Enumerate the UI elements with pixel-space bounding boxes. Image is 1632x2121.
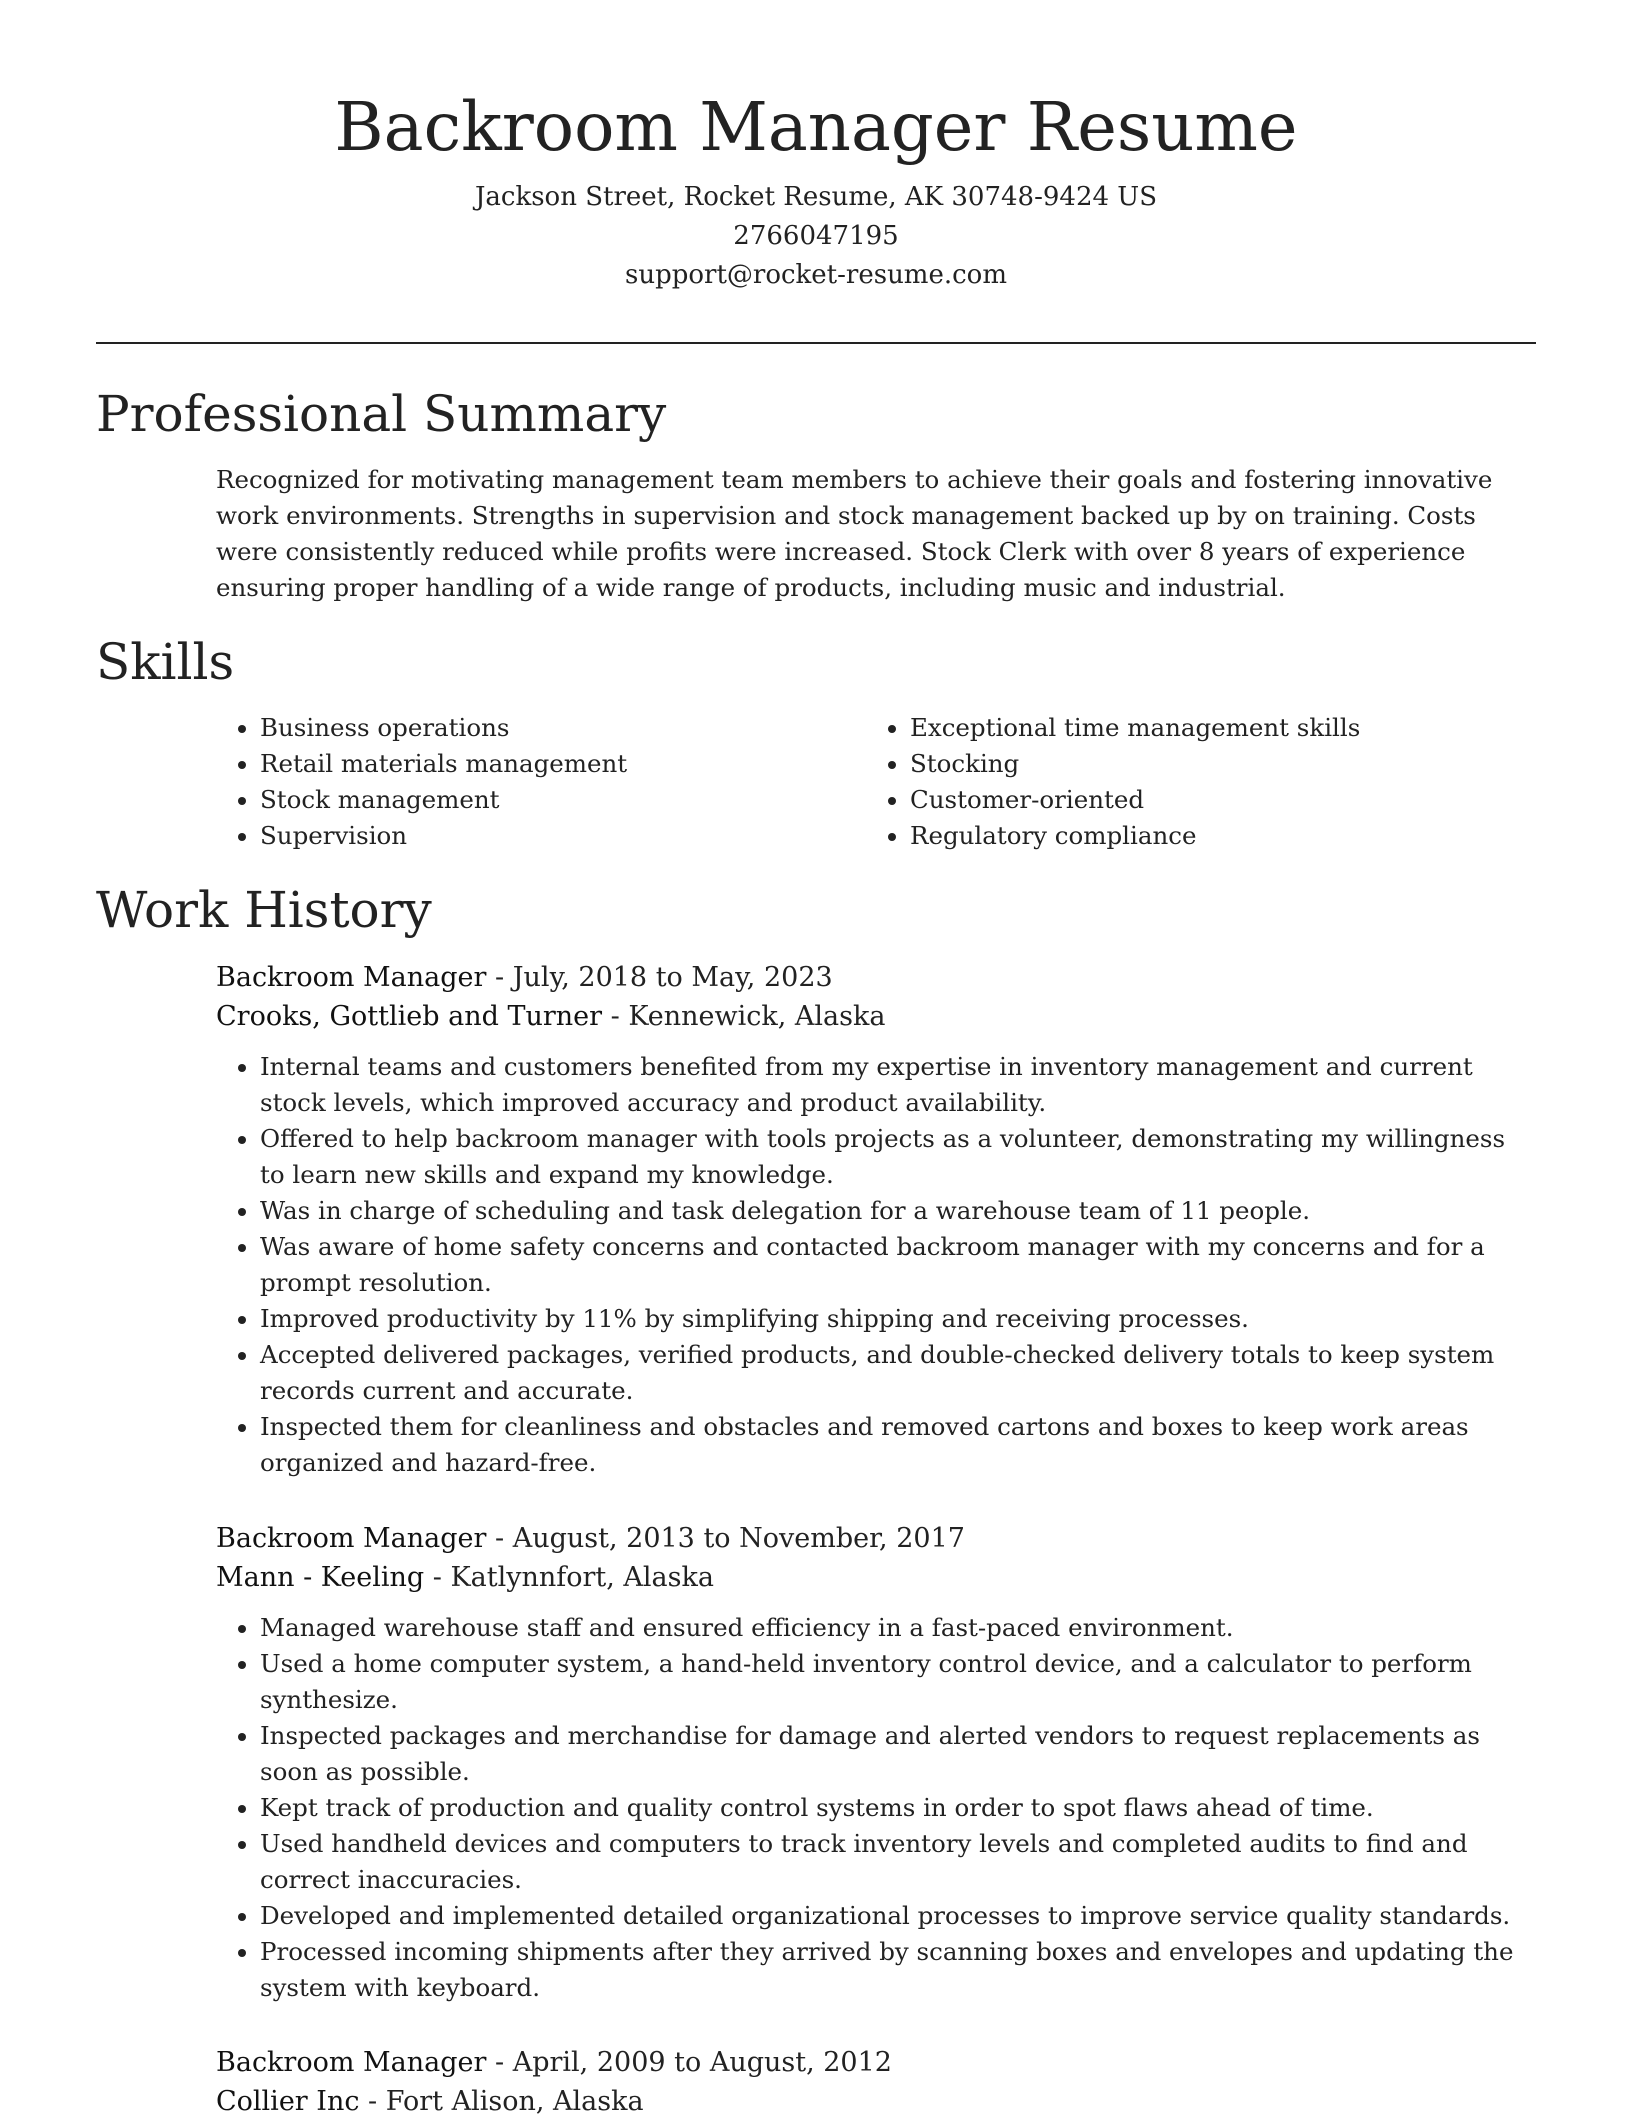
- skills-list-left: [216, 710, 860, 854]
- job-title: Backroom Manager: [216, 1523, 487, 1554]
- skill-item: • Exceptional time management skills: [910, 710, 1570, 746]
- job-title-line: [216, 958, 1534, 997]
- job-dates: April, 2009 to August, 2012: [512, 2047, 892, 2078]
- duty-item: • Was in charge of scheduling and task delegation for a warehouse team of 11 people.: [260, 1193, 1534, 1229]
- duty-item: • Used handheld devices and computers to track inventory levels and completed audits to find and correct inaccuracies.: [260, 1826, 1534, 1898]
- skills-heading: Skills: [96, 633, 235, 691]
- job-title: Backroom Manager: [216, 2047, 487, 2078]
- skill-item: • Supervision: [260, 818, 860, 854]
- separator: -: [486, 2047, 513, 2078]
- duty-item: • Managed warehouse staff and ensured efficiency in a fast-paced environment.: [260, 1610, 1534, 1646]
- summary-heading: Professional Summary: [96, 385, 667, 443]
- resume-header: [96, 82, 1536, 295]
- skills-list-right: [866, 710, 1570, 854]
- job-company: Crooks, Gottlieb and Turner: [216, 1001, 603, 1032]
- job-duties-list: [216, 1049, 1534, 1481]
- job-location: Katlynnfort, Alaska: [450, 1562, 714, 1593]
- work-history-heading: Work History: [96, 881, 432, 939]
- job-company-line: [216, 2082, 1534, 2121]
- job-location: Fort Alison, Alaska: [385, 2086, 644, 2117]
- duty-item: • Internal teams and customers benefited from my expertise in inventory management and current stock levels, which improved accuracy and product availability.: [260, 1049, 1534, 1121]
- job-location: Kennewick, Alaska: [628, 1001, 886, 1032]
- separator: -: [359, 2086, 386, 2117]
- job-entry: [216, 958, 1534, 1481]
- job-title: Backroom Manager: [216, 962, 487, 993]
- job-duties-list: [216, 1610, 1534, 2006]
- job-company-line: [216, 1558, 1534, 1597]
- contact-email: support@rocket-resume.com: [624, 260, 1007, 290]
- duty-item: • Was aware of home safety concerns and contacted backroom manager with my concerns and for a prompt resolution.: [260, 1229, 1534, 1301]
- skill-item: • Business operations: [260, 710, 860, 746]
- job-title-line: [216, 1519, 1534, 1558]
- separator: -: [486, 962, 513, 993]
- job-dates: August, 2013 to November, 2017: [512, 1523, 965, 1554]
- duty-item: • Processed incoming shipments after they arrived by scanning boxes and envelopes and updating the system with keyboard.: [260, 1934, 1534, 2006]
- separator: -: [486, 1523, 513, 1554]
- job-title-line: [216, 2043, 1534, 2082]
- header-divider: [96, 342, 1536, 344]
- separator: -: [424, 1562, 451, 1593]
- duty-item: • Improved productivity by 11% by simplifying shipping and receiving processes.: [260, 1301, 1534, 1337]
- skill-item: • Stock management: [260, 782, 860, 818]
- resume-title: Backroom Manager Resume: [334, 88, 1298, 166]
- duty-item: • Inspected them for cleanliness and obstacles and removed cartons and boxes to keep work areas organized and hazard-free.: [260, 1409, 1534, 1481]
- skill-item: • Regulatory compliance: [910, 818, 1570, 854]
- job-company-line: [216, 997, 1534, 1036]
- job-entry: [216, 1519, 1534, 2006]
- job-entry: [216, 2043, 1534, 2121]
- job-dates: July, 2018 to May, 2023: [512, 962, 833, 993]
- skill-item: • Stocking: [910, 746, 1570, 782]
- duty-item: • Developed and implemented detailed organizational processes to improve service quality standards.: [260, 1898, 1534, 1934]
- job-company: Mann - Keeling: [216, 1562, 425, 1593]
- contact-address: Jackson Street, Rocket Resume, AK 30748-9424 US: [474, 182, 1158, 212]
- skill-item: • Customer-oriented: [910, 782, 1570, 818]
- skill-item: • Retail materials management: [260, 746, 860, 782]
- separator: -: [602, 1001, 629, 1032]
- job-company: Collier Inc: [216, 2086, 360, 2117]
- duty-item: • Kept track of production and quality control systems in order to spot flaws ahead of time.: [260, 1790, 1534, 1826]
- duty-item: • Used a home computer system, a hand-held inventory control device, and a calculator to perform synthesize.: [260, 1646, 1534, 1718]
- duty-item: • Accepted delivered packages, verified products, and double-checked delivery totals to keep system records current and accurate.: [260, 1337, 1534, 1409]
- contact-phone: 2766047195: [733, 221, 899, 251]
- duty-item: • Inspected packages and merchandise for damage and alerted vendors to request replacements as soon as possible.: [260, 1718, 1534, 1790]
- summary-text: Recognized for motivating management team members to achieve their goals and fostering innovative work environments. Strengths in supervision and stock management backed up by on training. Costs were consistently reduced while profits were increased. Stock Clerk with over 8 years of experience ensuring proper handling of a wide range of products, including music and industrial.: [216, 465, 1493, 602]
- duty-item: • Offered to help backroom manager with tools projects as a volunteer, demonstrating my willingness to learn new skills and expand my knowledge.: [260, 1121, 1534, 1193]
